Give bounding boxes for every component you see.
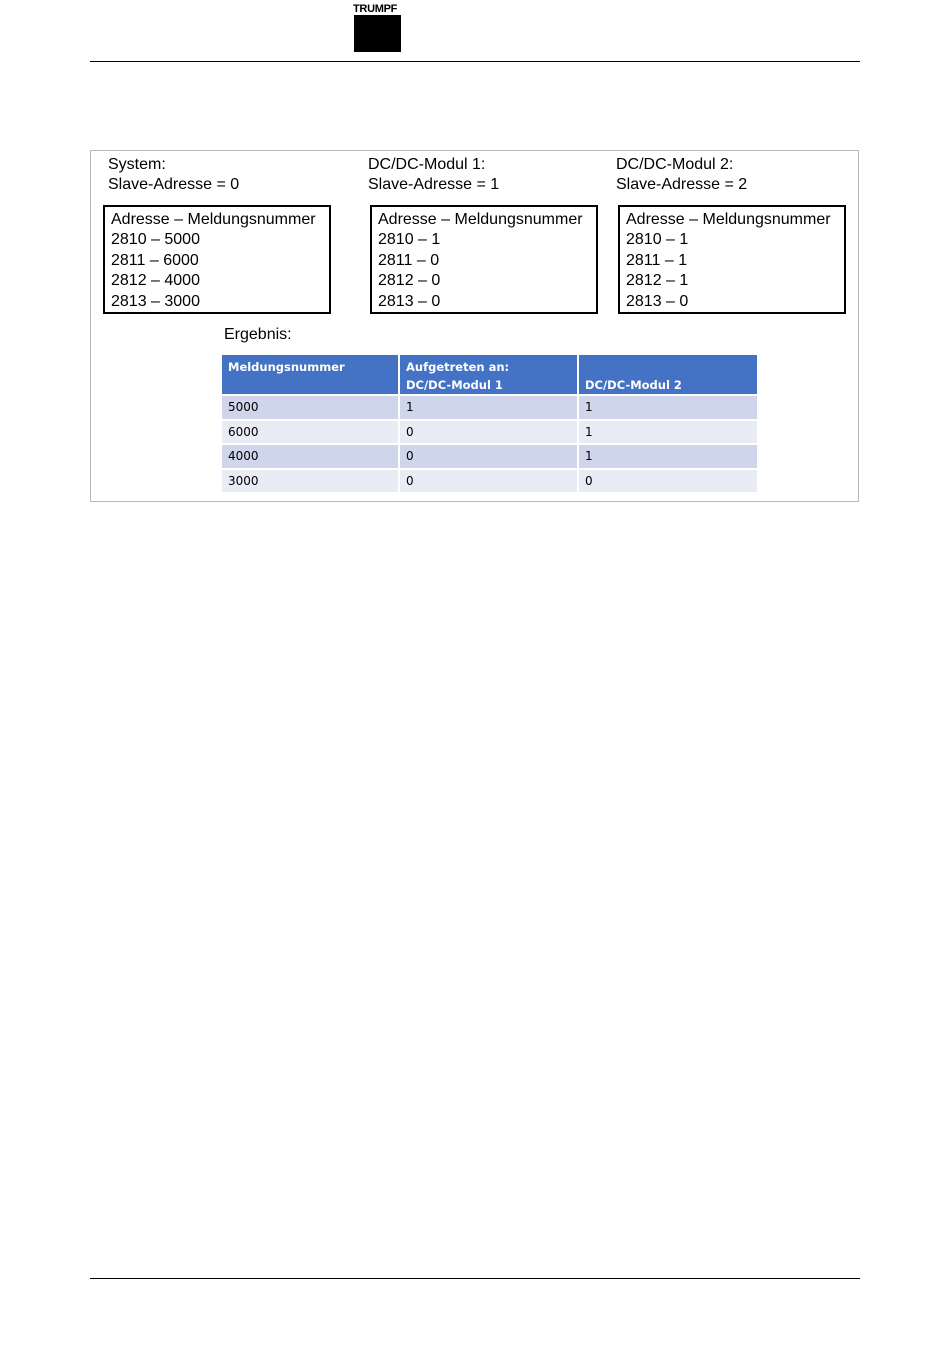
device-title: DC/DC-Modul 1: [368,156,486,173]
register-box-header: Adresse – Meldungsnummer [111,211,316,228]
table-cell: 6000 [222,421,400,444]
footer-rule [90,1278,860,1279]
address-figure [90,150,859,502]
register-entry: 2810 – 1 [626,231,689,249]
header-label: Meldungsnummer [228,360,345,374]
header-rule [90,61,860,62]
table-cell: 0 [400,470,579,493]
device-title: DC/DC-Modul 2: [616,156,734,173]
table-row [222,421,757,444]
table-cell: 1 [585,449,593,463]
register-entry: 2813 – 0 [378,292,441,310]
device-register-box-system [103,205,331,314]
register-entry: 2812 – 0 [378,272,441,290]
table-row [222,470,757,493]
register-entry: 2811 – 0 [378,251,440,269]
header-label: Aufgetreten an: [406,360,510,374]
result-table [222,355,757,492]
device-heading-modul-2 [616,155,747,195]
device-heading-modul-1 [368,155,499,195]
register-entry: 2813 – 0 [626,292,689,310]
column-header-modul-2 [579,355,757,394]
column-header-modul-1 [400,355,579,394]
device-slave-address: Slave-Adresse = 0 [108,176,240,193]
register-box-header: Adresse – Meldungsnummer [378,211,583,228]
table-header-row [222,355,757,394]
company-logo-block [354,15,401,52]
table-cell: 0 [400,421,579,444]
register-entry: 2810 – 5000 [111,231,200,249]
register-entry: 2811 – 1 [626,251,688,269]
device-register-box-modul-1 [370,205,598,314]
table-cell: 5000 [222,396,400,419]
register-entry: 2812 – 1 [626,272,689,290]
header-label: DC/DC-Modul 1 [406,378,503,392]
table-cell: 1 [400,396,579,419]
device-slave-address: Slave-Adresse = 1 [368,176,500,193]
device-heading-system [108,155,239,195]
register-entry: 2813 – 3000 [111,292,200,310]
device-title: System: [108,156,166,173]
device-slave-address: Slave-Adresse = 2 [616,176,748,193]
table-row [222,445,757,468]
column-header-meldungsnummer [222,355,400,394]
table-row [222,396,757,419]
register-entry: 2811 – 6000 [111,251,199,269]
device-register-box-modul-2 [618,205,846,314]
result-label: Ergebnis: [224,326,292,343]
register-entry: 2812 – 4000 [111,272,200,290]
table-cell: 4000 [222,445,400,468]
table-cell: 1 [585,400,593,414]
company-logo-text: TRUMPF [353,3,398,15]
register-entry: 2810 – 1 [378,231,441,249]
table-cell: 1 [585,424,593,439]
table-cell: 0 [585,473,593,488]
table-cell: 3000 [222,470,400,493]
table-cell: 0 [400,445,579,468]
header-label: DC/DC-Modul 2 [585,378,682,392]
register-box-header: Adresse – Meldungsnummer [626,211,831,228]
